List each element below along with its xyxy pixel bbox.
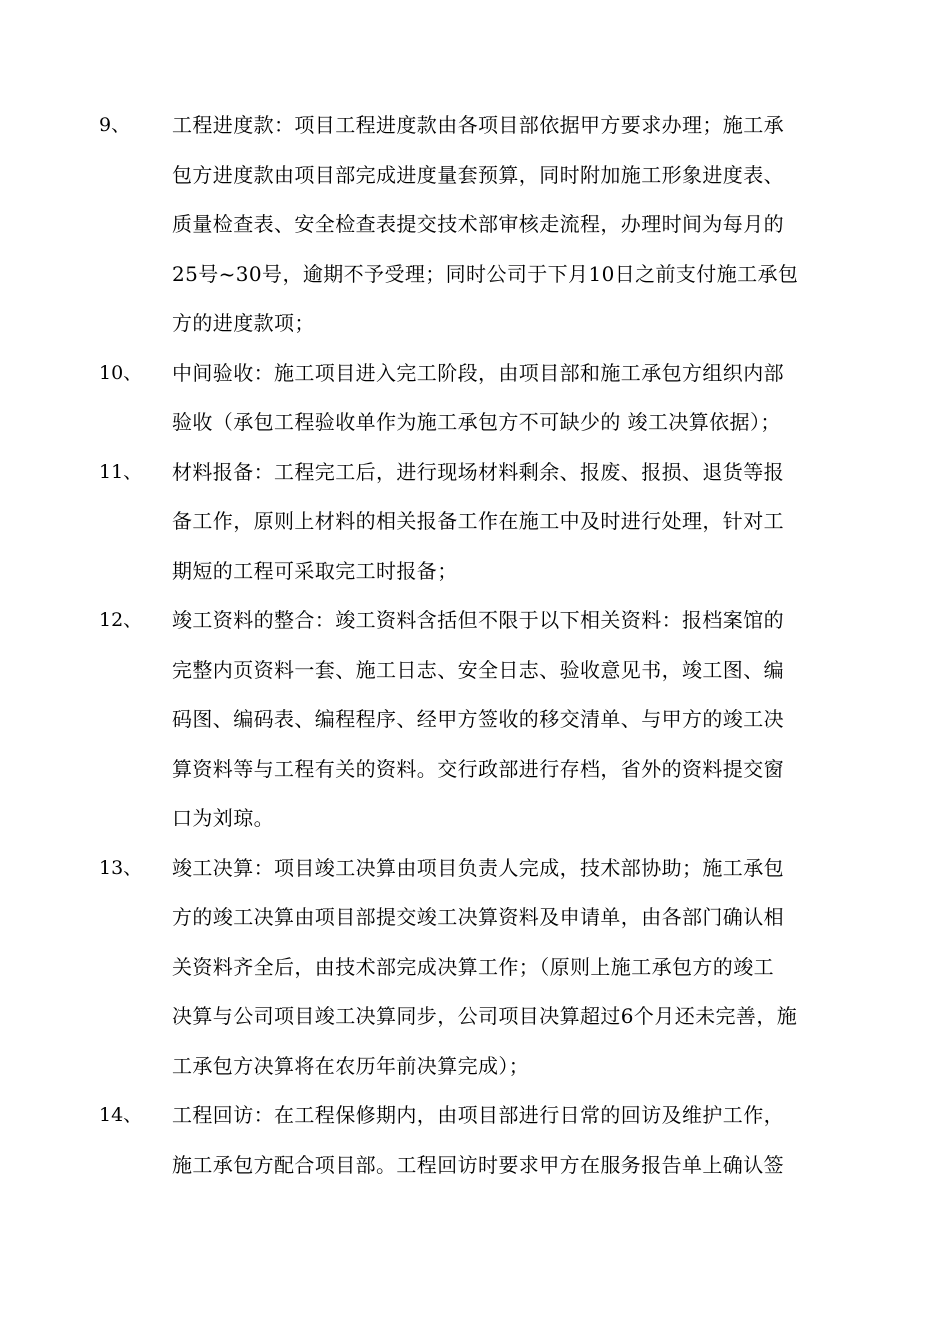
text-line: 方的竣工决算由项目部提交竣工决算资料及申请单，由各部门确认相 xyxy=(172,905,784,929)
list-item-number: 12、 xyxy=(99,609,143,631)
text-line: 工程进度款：项目工程进度款由各项目部依据甲方要求办理；施工承 xyxy=(172,113,784,137)
text-line: 工程回访：在工程保修期内，由项目部进行日常的回访及维护工作， xyxy=(172,1103,784,1127)
list-item-13 xyxy=(99,844,869,1092)
list-item-number: 11、 xyxy=(99,460,143,483)
text-line: 中间验收：施工项目进入完工阶段，由项目部和施工承包方组织内部 xyxy=(172,360,784,385)
text-line: 码图、编码表、编程程序、经甲方签收的移交清单、与甲方的竣工决 xyxy=(172,707,784,731)
list-item-11 xyxy=(99,448,869,597)
numbered-list xyxy=(99,101,869,1190)
text-line: 包方进度款由项目部完成进度量套预算，同时附加施工形象进度表、 xyxy=(172,162,784,187)
list-item-text xyxy=(172,101,869,349)
text-line: 算资料等与工程有关的资料。交行政部进行存档，省外的资料提交窗 xyxy=(172,756,784,781)
text-line: 备工作，原则上材料的相关报备工作在施工中及时进行处理，针对工 xyxy=(172,509,784,533)
list-item-12 xyxy=(99,596,869,844)
list-item-text xyxy=(172,1091,869,1190)
text-line: 方的进度款项； xyxy=(172,311,315,335)
text-line: 验收（承包工程验收单作为施工承包方不可缺少的 竣工决算依据）； xyxy=(172,410,781,434)
list-item-14 xyxy=(99,1091,869,1190)
text-line: 工承包方决算将在农历年前决算完成）； xyxy=(172,1053,530,1078)
text-line: 竣工资料的整合：竣工资料含括但不限于以下相关资料：报档案馆的 xyxy=(172,608,784,632)
text-line: 完整内页资料一套、施工日志、安全日志、验收意见书，竣工图、编 xyxy=(172,657,784,682)
list-item-number: 9、 xyxy=(99,114,131,136)
list-item-10 xyxy=(99,349,869,448)
list-item-9 xyxy=(99,101,869,349)
text-line: 25号~30号，逾期不予受理；同时公司于下月10日之前支付施工承包 xyxy=(172,261,799,286)
list-item-text xyxy=(172,844,869,1092)
list-item-number: 14、 xyxy=(99,1104,143,1126)
text-line: 期短的工程可采取完工时报备； xyxy=(172,558,458,583)
list-item-text xyxy=(172,349,869,448)
text-line: 材料报备：工程完工后，进行现场材料剩余、报废、报损、退货等报 xyxy=(172,459,784,484)
text-line: 竣工决算：项目竣工决算由项目负责人完成，技术部协助；施工承包 xyxy=(172,855,784,880)
text-line: 施工承包方配合项目部。工程回访时要求甲方在服务报告单上确认签 xyxy=(172,1152,784,1177)
text-line: 质量检查表、安全检查表提交技术部审核走流程，办理时间为每月的 xyxy=(172,212,784,236)
text-line: 口为刘琼。 xyxy=(172,806,274,830)
text-line: 决算与公司项目竣工决算同步，公司项目决算超过6个月还未完善，施 xyxy=(172,1004,798,1028)
list-item-number: 10、 xyxy=(99,361,143,384)
list-item-text xyxy=(172,448,869,597)
list-item-text xyxy=(172,596,869,844)
text-line: 关资料齐全后，由技术部完成决算工作；（原则上施工承包方的竣工 xyxy=(172,954,774,979)
list-item-number: 13、 xyxy=(99,856,143,879)
